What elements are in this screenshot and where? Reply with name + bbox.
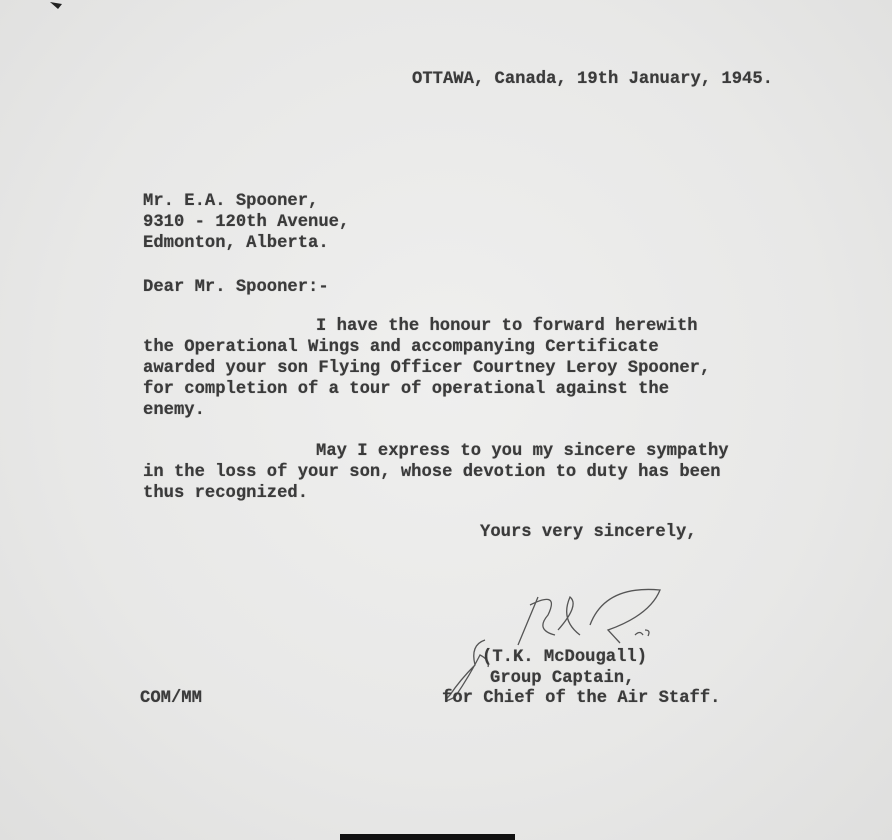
dateline: OTTAWA, Canada, 19th January, 1945. — [412, 70, 773, 89]
paragraph-line: for completion of a tour of operational against the — [143, 380, 670, 399]
signatory-title: for Chief of the Air Staff. — [442, 689, 721, 708]
address-line: Mr. E.A. Spooner, — [143, 192, 319, 211]
address-line: 9310 - 120th Avenue, — [143, 213, 350, 232]
address-line: Edmonton, Alberta. — [143, 234, 329, 253]
paragraph-line: I have the honour to forward herewith — [316, 317, 698, 336]
paragraph-line: enemy. — [143, 401, 205, 420]
reference-initials: COM/MM — [140, 689, 202, 708]
closing: Yours very sincerely, — [480, 523, 697, 542]
paragraph-line: awarded your son Flying Officer Courtney Leroy Spooner, — [143, 359, 711, 378]
signatory-rank: Group Captain, — [490, 669, 635, 688]
paragraph-line: May I express to you my sincere sympathy — [316, 442, 729, 461]
scan-edge-bar — [340, 834, 515, 840]
paragraph-line: in the loss of your son, whose devotion to duty has been — [143, 463, 721, 482]
salutation: Dear Mr. Spooner:- — [143, 278, 329, 297]
corner-mark — [48, 0, 66, 10]
paragraph-line: thus recognized. — [143, 484, 309, 503]
paragraph-line: the Operational Wings and accompanying Certificate — [143, 338, 659, 357]
signatory-name: (T.K. McDougall) — [482, 648, 648, 667]
